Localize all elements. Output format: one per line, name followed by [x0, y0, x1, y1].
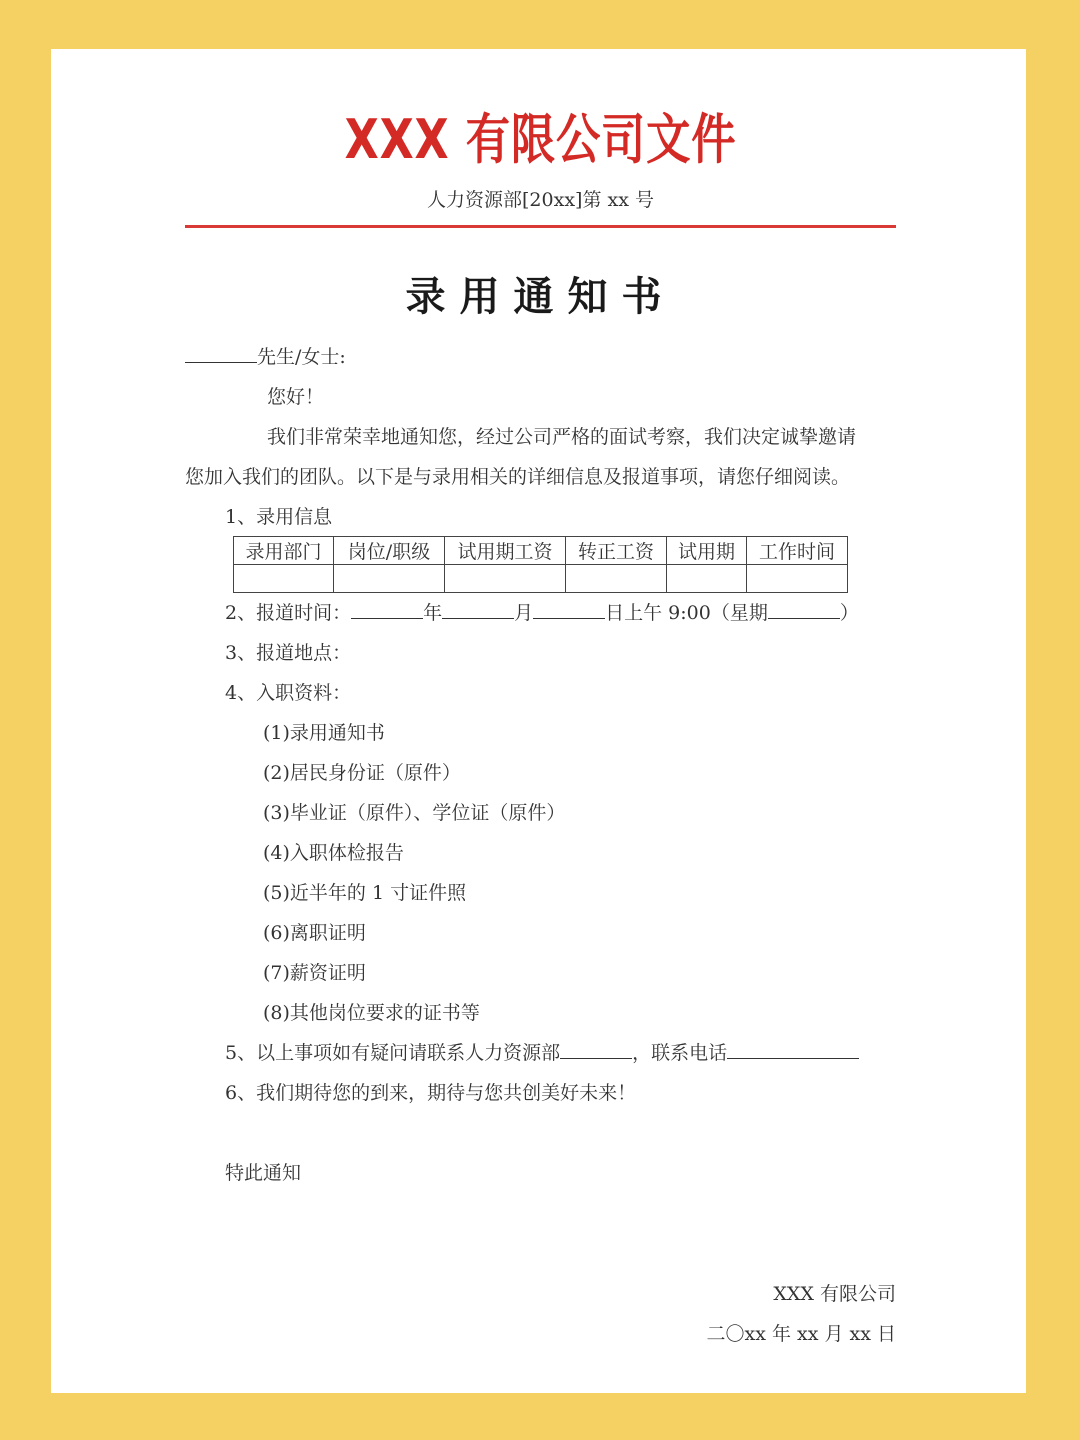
item-5-prefix: 5、以上事项如有疑问请联系人力资源部: [225, 1042, 561, 1064]
document-number: 人力资源部[20xx]第 xx 号: [427, 189, 654, 211]
table-header-cell: 工作时间: [747, 537, 848, 565]
item-6-closing-wish: 6、我们期待您的到来，期待与您共创美好未来！: [225, 1082, 637, 1104]
document-list-item: (6)离职证明: [263, 922, 366, 944]
greeting: 您好！: [267, 386, 325, 408]
employment-info-table: [233, 536, 848, 593]
table-cell[interactable]: [445, 565, 566, 593]
phone-blank[interactable]: [727, 1040, 859, 1059]
table-cell[interactable]: [667, 565, 747, 593]
document-list-item: (7)薪资证明: [263, 962, 366, 984]
document-list-item: (1)录用通知书: [263, 722, 385, 744]
day-blank[interactable]: [533, 600, 605, 619]
year-blank[interactable]: [351, 600, 423, 619]
intro-line-2: 您加入我们的团队。以下是与录用相关的详细信息及报道事项，请您仔细阅读。: [185, 466, 851, 488]
phone-label: ，联系电话: [632, 1042, 728, 1064]
table-header-cell: 试用期工资: [445, 537, 566, 565]
month-blank[interactable]: [442, 600, 514, 619]
table-cell[interactable]: [566, 565, 667, 593]
document-list-item: (8)其他岗位要求的证书等: [263, 1002, 480, 1024]
item-5-contact: [225, 1040, 859, 1066]
document-list-item: (3)毕业证（原件）、学位证（原件）: [263, 802, 566, 824]
name-blank: [185, 344, 257, 363]
header-red-rule: [185, 225, 896, 228]
item-2-suffix: ）: [839, 602, 859, 624]
table-row: [234, 565, 848, 593]
table-cell[interactable]: [334, 565, 445, 593]
item-1-label: 1、录用信息: [225, 506, 333, 528]
table-cell[interactable]: [747, 565, 848, 593]
intro-line-1: 我们非常荣幸地通知您，经过公司严格的面试考察，我们决定诚挚邀请: [267, 426, 857, 448]
salutation: [185, 344, 346, 370]
item-3-report-location: 3、报道地点：: [225, 642, 352, 664]
signature-company: XXX 有限公司: [773, 1283, 896, 1305]
table-header-cell: 岗位/职级: [334, 537, 445, 565]
month-label: 月: [514, 602, 534, 624]
letter-title: 录用通知书: [405, 273, 676, 320]
hr-contact-blank[interactable]: [560, 1040, 632, 1059]
document-list-item: (2)居民身份证（原件）: [263, 762, 461, 784]
signature-date: 二〇xx 年 xx 月 xx 日: [706, 1323, 896, 1345]
weekday-blank[interactable]: [768, 600, 840, 619]
company-header-title: XXX 有限公司文件: [344, 108, 737, 171]
table-header-cell: 转正工资: [566, 537, 667, 565]
document-list-item: (4)入职体检报告: [263, 842, 404, 864]
closing-notice: 特此通知: [225, 1162, 302, 1184]
item-2-prefix: 2、报道时间：: [225, 602, 352, 624]
year-label: 年: [423, 602, 443, 624]
document-list-item: (5)近半年的 1 寸证件照: [263, 882, 467, 904]
salutation-text: 先生/女士:: [257, 346, 346, 368]
item-2-report-time: [225, 600, 859, 626]
document-page: [51, 49, 1026, 1393]
table-cell[interactable]: [234, 565, 334, 593]
table-header-cell: 试用期: [667, 537, 747, 565]
table-header-row: [234, 537, 848, 565]
item-4-documents-label: 4、入职资料：: [225, 682, 352, 704]
table-header-cell: 录用部门: [234, 537, 334, 565]
day-time-label: 日上午 9:00（星期: [605, 602, 768, 624]
